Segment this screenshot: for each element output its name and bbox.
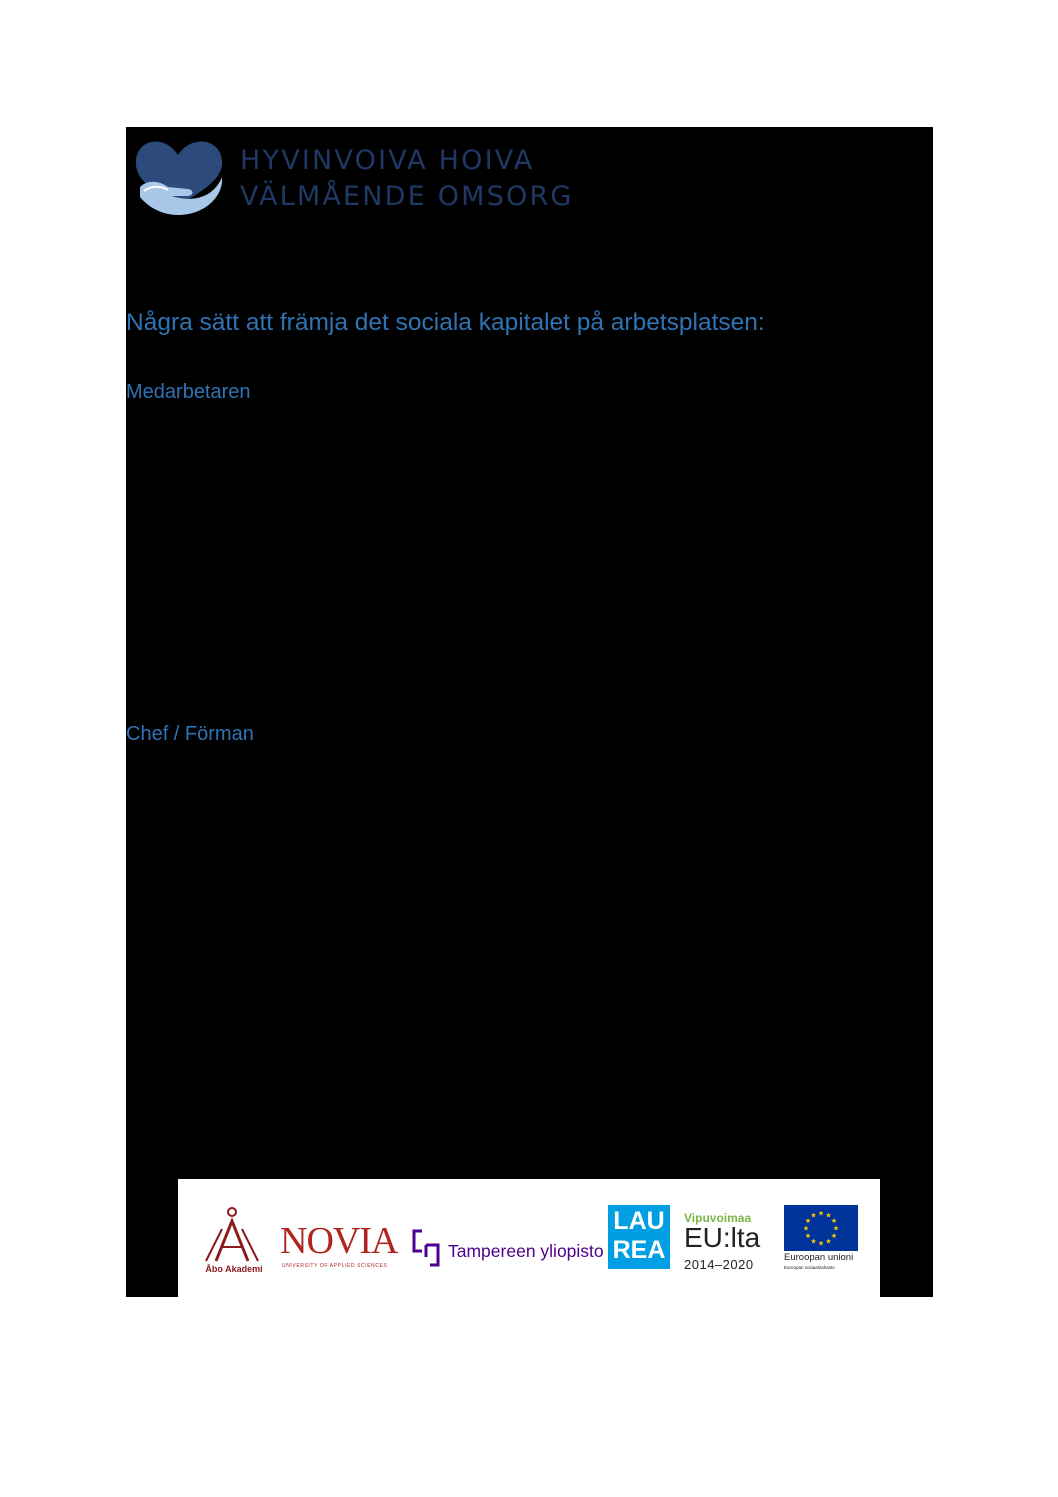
abo-akademi-emblem	[202, 1207, 266, 1263]
eu-subtitle: Euroopan sosiaalirahasto	[784, 1265, 835, 1270]
eu-star-icon: ★	[802, 1225, 810, 1233]
eu-star-icon: ★	[804, 1218, 812, 1225]
laurea-line-2: REA	[612, 1236, 666, 1264]
abo-akademi-name: Åbo Akademi	[205, 1264, 263, 1274]
novia-logo	[280, 1219, 400, 1269]
eu-star-icon: ★	[810, 1238, 817, 1246]
laurea-line-1: LAU	[613, 1207, 665, 1235]
abo-akademi-logo	[202, 1207, 266, 1275]
eu-logo	[784, 1205, 858, 1275]
section-chef-forman: Chef / Förman	[126, 723, 254, 745]
eu-stars-icon	[784, 1205, 858, 1251]
eu-star-icon: ★	[832, 1225, 840, 1233]
logo-text-finnish: HYVINVOIVA HOIVA	[240, 145, 535, 176]
vipuvoimaa-years: 2014–2020	[684, 1257, 754, 1272]
novia-name: NOVIA	[280, 1220, 398, 1262]
eu-star-icon: ★	[804, 1233, 812, 1240]
partner-logos-strip	[178, 1179, 880, 1297]
heart-hand-icon	[134, 135, 224, 217]
eu-star-icon: ★	[810, 1212, 817, 1220]
eu-name: Euroopan unioni	[784, 1252, 854, 1263]
logo-text-swedish: VÄLMÅENDE OMSORG	[240, 181, 574, 212]
tampere-name: Tampereen yliopisto	[448, 1241, 604, 1261]
document-panel	[126, 127, 933, 1297]
vipuvoimaa-logo	[684, 1211, 774, 1275]
laurea-logo	[608, 1205, 670, 1269]
vipuvoimaa-title: Vipuvoimaa	[684, 1211, 752, 1225]
eu-star-icon: ★	[817, 1240, 825, 1248]
page-heading: Några sätt att främja det sociala kapitalet på arbetsplatsen:	[126, 309, 765, 336]
tampere-logo	[410, 1225, 602, 1273]
section-medarbetaren: Medarbetaren	[126, 381, 251, 403]
eu-star-icon: ★	[825, 1212, 832, 1220]
eu-star-icon: ★	[825, 1238, 832, 1246]
eu-star-icon: ★	[817, 1210, 825, 1218]
tampere-bracket-icon	[410, 1225, 444, 1273]
novia-subtitle: UNIVERSITY OF APPLIED SCIENCES	[282, 1263, 388, 1269]
eu-star-icon: ★	[830, 1233, 838, 1240]
eu-flag-icon	[784, 1205, 858, 1251]
hyvinvoiva-hoiva-logo	[134, 135, 574, 217]
eu-star-icon: ★	[830, 1218, 838, 1225]
vipuvoimaa-main: EU:lta	[684, 1222, 761, 1253]
